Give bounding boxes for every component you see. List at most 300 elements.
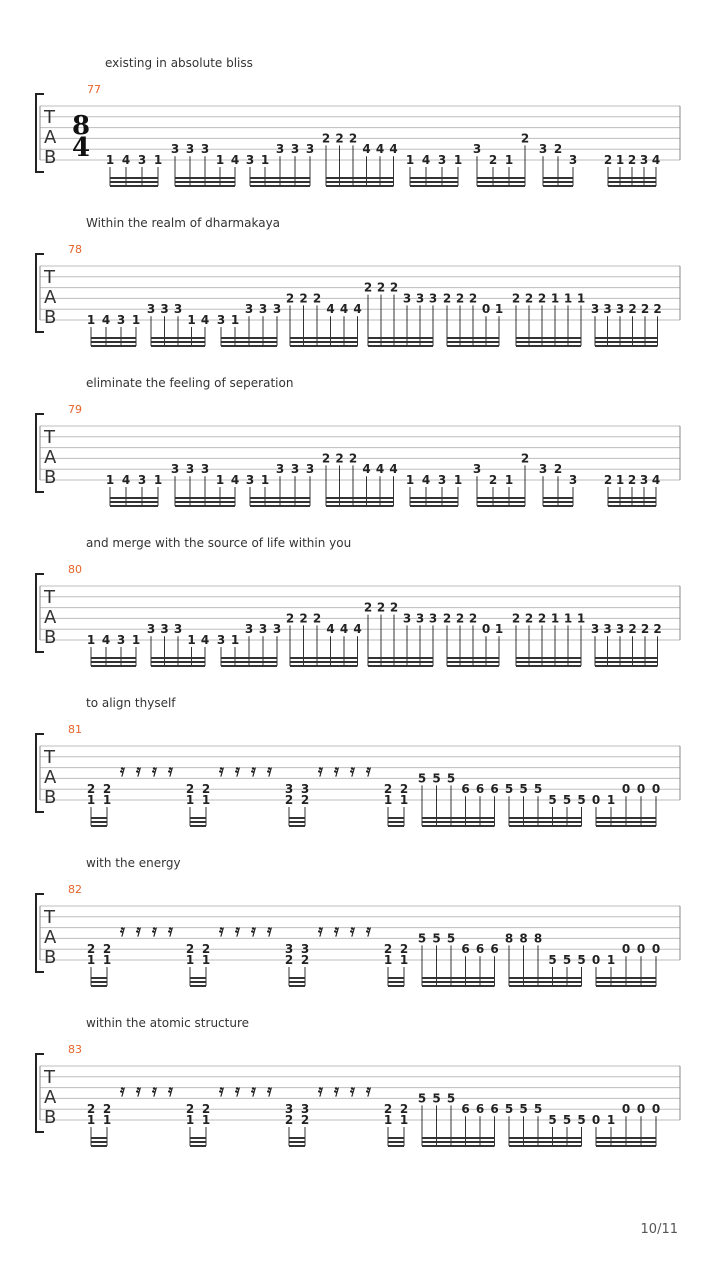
fret-number: 3 bbox=[590, 622, 600, 637]
fret-number: 4 bbox=[101, 313, 111, 327]
rest-group bbox=[119, 1081, 174, 1100]
beam-group bbox=[106, 153, 162, 186]
fret-number: 2 bbox=[376, 280, 386, 295]
fret-number: 4 bbox=[651, 473, 661, 487]
fret-number: 0 bbox=[591, 1113, 601, 1127]
fret-number: 4 bbox=[200, 313, 210, 327]
tab-system bbox=[36, 376, 680, 506]
beam-group bbox=[604, 473, 660, 506]
fret-number: 2 bbox=[640, 622, 650, 637]
sixteenth-rest: 𝄿 bbox=[152, 921, 157, 940]
fret-number: 5 bbox=[446, 1091, 456, 1106]
measure-number: 78 bbox=[68, 243, 82, 256]
fret-number: 1 bbox=[86, 313, 96, 327]
fret-number: 3 bbox=[272, 302, 282, 317]
fret-number: 3 bbox=[137, 473, 147, 487]
rest-group bbox=[218, 761, 273, 780]
fret-number: 3 bbox=[185, 142, 195, 157]
fret-number: 1 bbox=[230, 313, 240, 327]
fret-number: 2 bbox=[321, 451, 331, 466]
tab-letter: B bbox=[44, 467, 57, 488]
fret-number: 3 bbox=[639, 153, 649, 167]
fret-number: 1 bbox=[399, 793, 409, 807]
fret-number: 3 bbox=[590, 302, 600, 317]
rest-group bbox=[218, 921, 273, 940]
fret-number: 1 bbox=[86, 793, 96, 807]
fret-number: 5 bbox=[432, 1091, 441, 1106]
fret-number: 1 bbox=[185, 953, 195, 967]
fret-number: 3 bbox=[275, 142, 285, 157]
lyric-line: to align thyself bbox=[86, 696, 176, 710]
fret-number: 2 bbox=[442, 291, 452, 306]
fret-number: 2 bbox=[653, 302, 662, 317]
fret-number: 2 bbox=[363, 600, 373, 615]
fret-number: 4 bbox=[375, 142, 385, 157]
lyric-line: and merge with the source of life within you bbox=[86, 536, 352, 550]
fret-number: 1 bbox=[102, 953, 112, 967]
fret-number: 3 bbox=[116, 633, 126, 647]
fret-number: 3 bbox=[603, 302, 612, 317]
fret-number: 2 bbox=[300, 793, 310, 807]
tab-letter: A bbox=[44, 287, 57, 308]
fret-number: 2 bbox=[185, 782, 195, 797]
fret-number: 3 bbox=[160, 302, 169, 317]
fret-number: 2 bbox=[627, 153, 637, 167]
fret-number: 3 bbox=[437, 473, 447, 487]
fret-number: 6 bbox=[461, 942, 470, 957]
fret-number: 1 bbox=[615, 153, 625, 167]
fret-number: 4 bbox=[326, 302, 335, 317]
fret-number: 2 bbox=[300, 1113, 310, 1127]
fret-number: 3 bbox=[290, 462, 300, 477]
fret-number: 3 bbox=[639, 473, 649, 487]
fret-number: 2 bbox=[399, 782, 409, 797]
rest-group bbox=[119, 761, 174, 780]
fret-number: 3 bbox=[170, 142, 180, 157]
fret-number: 4 bbox=[353, 302, 362, 317]
fret-number: 2 bbox=[524, 291, 534, 306]
fret-number: 3 bbox=[615, 622, 625, 637]
fret-number: 1 bbox=[606, 1113, 616, 1127]
sixteenth-rest: 𝄿 bbox=[152, 761, 157, 780]
fret-number: 1 bbox=[131, 313, 141, 327]
fret-number: 1 bbox=[153, 153, 163, 167]
fret-number: 4 bbox=[230, 473, 240, 487]
beam-group bbox=[473, 451, 529, 506]
fret-number: 1 bbox=[105, 473, 115, 487]
beam-group bbox=[418, 931, 499, 986]
fret-number: 5 bbox=[504, 782, 514, 797]
sixteenth-rest: 𝄿 bbox=[251, 1081, 256, 1100]
sixteenth-rest: 𝄿 bbox=[251, 761, 256, 780]
fret-number: 2 bbox=[201, 782, 211, 797]
fret-number: 1 bbox=[576, 611, 586, 626]
fret-number: 1 bbox=[494, 302, 504, 317]
sixteenth-rest: 𝄿 bbox=[235, 1081, 240, 1100]
fret-number: 5 bbox=[519, 782, 528, 797]
fret-number: 2 bbox=[537, 611, 547, 626]
fret-number: 1 bbox=[201, 793, 211, 807]
fret-number: 5 bbox=[577, 1113, 586, 1127]
fret-number: 0 bbox=[651, 1102, 661, 1117]
fret-number: 2 bbox=[389, 280, 399, 295]
sixteenth-rest: 𝄿 bbox=[366, 1081, 371, 1100]
fret-number: 2 bbox=[640, 302, 650, 317]
fret-number: 5 bbox=[446, 931, 456, 946]
beam-group bbox=[512, 291, 585, 346]
fret-number: 2 bbox=[399, 942, 409, 957]
fret-number: 2 bbox=[348, 451, 358, 466]
fret-number: 3 bbox=[402, 611, 412, 626]
sixteenth-rest: 𝄿 bbox=[334, 921, 339, 940]
tab-letter: A bbox=[44, 127, 57, 148]
lyric-line: with the energy bbox=[86, 856, 181, 870]
fret-number: 4 bbox=[362, 142, 371, 157]
fret-number: 8 bbox=[533, 931, 543, 946]
fret-number: 5 bbox=[432, 771, 441, 786]
fret-number: 1 bbox=[260, 153, 270, 167]
sixteenth-rest: 𝄿 bbox=[251, 921, 256, 940]
fret-number: 2 bbox=[520, 131, 530, 146]
fret-number: 2 bbox=[653, 622, 662, 637]
fret-number: 3 bbox=[245, 473, 255, 487]
fret-number: 2 bbox=[86, 782, 96, 797]
tab-letter: T bbox=[44, 267, 55, 288]
beam-group bbox=[87, 633, 140, 666]
fret-number: 5 bbox=[417, 771, 427, 786]
fret-number: 2 bbox=[86, 1102, 96, 1117]
rest-group bbox=[317, 1081, 372, 1100]
fret-number: 1 bbox=[504, 153, 514, 167]
fret-number: 3 bbox=[428, 291, 438, 306]
sixteenth-rest: 𝄿 bbox=[318, 1081, 323, 1100]
lyric-line: within the atomic structure bbox=[86, 1016, 250, 1030]
fret-number: 2 bbox=[553, 462, 563, 477]
beam-group bbox=[512, 611, 585, 666]
beam-group bbox=[364, 601, 437, 666]
tab-letter: T bbox=[44, 907, 55, 928]
tab-letter: T bbox=[44, 747, 55, 768]
fret-number: 1 bbox=[563, 611, 573, 626]
fret-number: 1 bbox=[453, 473, 463, 487]
beam-group bbox=[286, 291, 362, 346]
tab-letter: A bbox=[44, 927, 57, 948]
sixteenth-rest: 𝄿 bbox=[152, 1081, 157, 1100]
fret-number: 3 bbox=[258, 302, 268, 317]
fret-number: 4 bbox=[421, 153, 431, 167]
fret-number: 3 bbox=[137, 153, 147, 167]
sixteenth-rest: 𝄿 bbox=[120, 921, 125, 940]
fret-number: 4 bbox=[339, 302, 349, 317]
sixteenth-rest: 𝄿 bbox=[267, 1081, 272, 1100]
fret-number: 3 bbox=[216, 313, 226, 327]
fret-number: 3 bbox=[603, 622, 612, 637]
fret-number: 5 bbox=[519, 1102, 528, 1117]
beam-group bbox=[505, 931, 586, 986]
fret-number: 1 bbox=[153, 473, 163, 487]
fret-number: 1 bbox=[606, 793, 616, 807]
fret-number: 2 bbox=[628, 302, 637, 317]
fret-number: 2 bbox=[383, 782, 393, 797]
fret-number: 1 bbox=[606, 953, 616, 967]
sixteenth-rest: 𝄿 bbox=[168, 921, 173, 940]
fret-number: 3 bbox=[402, 291, 412, 306]
fret-number: 3 bbox=[200, 462, 210, 477]
sixteenth-rest: 𝄿 bbox=[334, 761, 339, 780]
fret-number: 5 bbox=[548, 1113, 557, 1127]
rest-group bbox=[317, 761, 372, 780]
fret-number: 2 bbox=[455, 291, 465, 306]
fret-number: 2 bbox=[468, 291, 478, 306]
fret-number: 1 bbox=[453, 153, 463, 167]
fret-number: 5 bbox=[562, 793, 572, 807]
tab-letter: B bbox=[44, 307, 57, 328]
fret-number: 4 bbox=[353, 622, 362, 637]
fret-number: 5 bbox=[577, 953, 586, 967]
beam-group bbox=[418, 771, 499, 826]
fret-number: 1 bbox=[102, 793, 112, 807]
fret-number: 3 bbox=[300, 942, 310, 957]
fret-number: 3 bbox=[415, 611, 425, 626]
fret-number: 3 bbox=[185, 462, 195, 477]
fret-number: 2 bbox=[603, 153, 613, 167]
fret-number: 3 bbox=[216, 633, 226, 647]
fret-number: 1 bbox=[563, 291, 573, 306]
fret-number: 2 bbox=[102, 1102, 112, 1117]
sixteenth-rest: 𝄿 bbox=[350, 1081, 355, 1100]
fret-number: 0 bbox=[481, 302, 491, 317]
fret-number: 3 bbox=[305, 462, 315, 477]
fret-number: 1 bbox=[383, 793, 393, 807]
fret-number: 1 bbox=[185, 793, 195, 807]
sixteenth-rest: 𝄿 bbox=[267, 761, 272, 780]
fret-number: 1 bbox=[185, 1113, 195, 1127]
fret-number: 6 bbox=[475, 942, 485, 957]
fret-number: 3 bbox=[472, 142, 482, 157]
lyric-line: Within the realm of dharmakaya bbox=[86, 216, 281, 230]
fret-number: 2 bbox=[389, 600, 399, 615]
fret-number: 3 bbox=[538, 142, 548, 157]
fret-number: 8 bbox=[504, 931, 514, 946]
fret-number: 1 bbox=[550, 611, 560, 626]
fret-number: 2 bbox=[299, 291, 308, 306]
fret-number: 2 bbox=[627, 473, 637, 487]
sixteenth-rest: 𝄿 bbox=[219, 921, 224, 940]
fret-number: 2 bbox=[488, 153, 498, 167]
tab-system bbox=[36, 856, 680, 986]
tab-letter: B bbox=[44, 147, 57, 168]
time-signature-top: 8 bbox=[72, 111, 91, 141]
measure-number: 77 bbox=[87, 83, 101, 96]
fret-number: 2 bbox=[363, 280, 373, 295]
tab-letter: A bbox=[44, 607, 57, 628]
fret-number: 1 bbox=[399, 1113, 409, 1127]
fret-number: 1 bbox=[187, 313, 196, 327]
beam-group bbox=[406, 153, 462, 186]
fret-number: 2 bbox=[603, 473, 613, 487]
sixteenth-rest: 𝄿 bbox=[219, 1081, 224, 1100]
fret-number: 2 bbox=[285, 291, 295, 306]
fret-number: 1 bbox=[215, 153, 225, 167]
fret-number: 5 bbox=[562, 1113, 572, 1127]
fret-number: 3 bbox=[300, 1102, 310, 1117]
fret-number: 2 bbox=[383, 1102, 393, 1117]
tab-letter: A bbox=[44, 767, 57, 788]
beam-group bbox=[286, 611, 362, 666]
fret-number: 1 bbox=[615, 473, 625, 487]
fret-number: 2 bbox=[299, 611, 308, 626]
beam-group bbox=[322, 451, 398, 506]
tab-system bbox=[36, 536, 680, 666]
fret-number: 2 bbox=[285, 611, 295, 626]
fret-number: 3 bbox=[284, 942, 294, 957]
fret-number: 3 bbox=[258, 622, 268, 637]
fret-number: 4 bbox=[200, 633, 210, 647]
beam-group bbox=[473, 131, 529, 186]
fret-number: 6 bbox=[461, 1102, 470, 1117]
fret-number: 6 bbox=[490, 1102, 499, 1117]
fret-number: 3 bbox=[245, 153, 255, 167]
fret-number: 0 bbox=[636, 782, 646, 797]
lyric-line: existing in absolute bliss bbox=[105, 56, 253, 70]
fret-number: 3 bbox=[538, 462, 548, 477]
sixteenth-rest: 𝄿 bbox=[318, 761, 323, 780]
fret-number: 3 bbox=[244, 622, 254, 637]
fret-number: 5 bbox=[577, 793, 586, 807]
rest-group bbox=[218, 1081, 273, 1100]
fret-number: 2 bbox=[312, 291, 322, 306]
fret-number: 0 bbox=[481, 622, 491, 637]
fret-number: 1 bbox=[576, 291, 586, 306]
fret-number: 4 bbox=[326, 622, 335, 637]
fret-number: 0 bbox=[591, 793, 601, 807]
fret-number: 1 bbox=[131, 633, 141, 647]
fret-number: 5 bbox=[417, 1091, 427, 1106]
rest-group bbox=[317, 921, 372, 940]
fret-number: 0 bbox=[636, 942, 646, 957]
tab-letter: B bbox=[44, 1107, 57, 1128]
fret-number: 1 bbox=[201, 1113, 211, 1127]
sixteenth-rest: 𝄿 bbox=[366, 761, 371, 780]
tab-system bbox=[36, 696, 680, 826]
fret-number: 6 bbox=[475, 1102, 485, 1117]
fret-number: 3 bbox=[116, 313, 126, 327]
measure-number: 79 bbox=[68, 403, 82, 416]
fret-number: 2 bbox=[455, 611, 465, 626]
fret-number: 2 bbox=[376, 600, 386, 615]
sixteenth-rest: 𝄿 bbox=[168, 1081, 173, 1100]
fret-number: 4 bbox=[339, 622, 349, 637]
fret-number: 5 bbox=[446, 771, 456, 786]
tab-letter: T bbox=[44, 107, 55, 128]
sixteenth-rest: 𝄿 bbox=[366, 921, 371, 940]
fret-number: 2 bbox=[335, 131, 344, 146]
tab-letter: B bbox=[44, 787, 57, 808]
fret-number: 2 bbox=[185, 942, 195, 957]
tab-letter: A bbox=[44, 447, 57, 468]
tab-letter: T bbox=[44, 427, 55, 448]
beam-group bbox=[87, 313, 140, 346]
fret-number: 1 bbox=[187, 633, 196, 647]
fret-number: 2 bbox=[537, 291, 547, 306]
fret-number: 2 bbox=[511, 291, 521, 306]
tab-letter: T bbox=[44, 1067, 55, 1088]
fret-number: 0 bbox=[651, 942, 661, 957]
sixteenth-rest: 𝄿 bbox=[168, 761, 173, 780]
fret-number: 1 bbox=[86, 953, 96, 967]
tab-letter: T bbox=[44, 587, 55, 608]
beam-group bbox=[322, 131, 398, 186]
fret-number: 3 bbox=[568, 153, 578, 167]
fret-number: 6 bbox=[475, 782, 485, 797]
fret-number: 1 bbox=[102, 1113, 112, 1127]
fret-number: 4 bbox=[389, 462, 398, 477]
fret-number: 4 bbox=[375, 462, 385, 477]
fret-number: 3 bbox=[200, 142, 210, 157]
fret-number: 2 bbox=[102, 942, 112, 957]
fret-number: 3 bbox=[173, 302, 183, 317]
fret-number: 2 bbox=[524, 611, 534, 626]
fret-number: 3 bbox=[272, 622, 282, 637]
fret-number: 3 bbox=[170, 462, 180, 477]
beam-group bbox=[364, 281, 437, 346]
fret-number: 2 bbox=[284, 793, 294, 807]
sixteenth-rest: 𝄿 bbox=[318, 921, 323, 940]
fret-number: 4 bbox=[230, 153, 240, 167]
fret-number: 0 bbox=[621, 1102, 631, 1117]
beam-group bbox=[406, 473, 462, 506]
fret-number: 2 bbox=[284, 1113, 294, 1127]
fret-number: 5 bbox=[548, 953, 557, 967]
fret-number: 5 bbox=[533, 782, 543, 797]
fret-number: 6 bbox=[490, 942, 499, 957]
sixteenth-rest: 𝄿 bbox=[219, 761, 224, 780]
fret-number: 5 bbox=[504, 1102, 514, 1117]
fret-number: 2 bbox=[102, 782, 112, 797]
fret-number: 6 bbox=[490, 782, 499, 797]
fret-number: 1 bbox=[215, 473, 225, 487]
fret-number: 4 bbox=[362, 462, 371, 477]
sixteenth-rest: 𝄿 bbox=[136, 921, 141, 940]
tab-letter: B bbox=[44, 947, 57, 968]
page-number: 10/11 bbox=[640, 1222, 678, 1237]
fret-number: 5 bbox=[562, 953, 572, 967]
fret-number: 0 bbox=[651, 782, 661, 797]
fret-number: 0 bbox=[621, 782, 631, 797]
fret-number: 4 bbox=[389, 142, 398, 157]
sixteenth-rest: 𝄿 bbox=[334, 1081, 339, 1100]
fret-number: 3 bbox=[146, 302, 156, 317]
fret-number: 1 bbox=[504, 473, 514, 487]
beam-group bbox=[106, 473, 162, 506]
fret-number: 4 bbox=[121, 153, 131, 167]
fret-number: 2 bbox=[442, 611, 452, 626]
fret-number: 3 bbox=[415, 291, 425, 306]
sixteenth-rest: 𝄿 bbox=[120, 761, 125, 780]
measure-number: 83 bbox=[68, 1043, 82, 1056]
fret-number: 2 bbox=[383, 942, 393, 957]
fret-number: 2 bbox=[348, 131, 358, 146]
fret-number: 1 bbox=[399, 953, 409, 967]
fret-number: 2 bbox=[628, 622, 637, 637]
sixteenth-rest: 𝄿 bbox=[136, 761, 141, 780]
sixteenth-rest: 𝄿 bbox=[120, 1081, 125, 1100]
lyric-line: eliminate the feeling of seperation bbox=[86, 376, 294, 390]
fret-number: 2 bbox=[511, 611, 521, 626]
fret-number: 4 bbox=[421, 473, 431, 487]
fret-number: 1 bbox=[383, 1113, 393, 1127]
fret-number: 2 bbox=[399, 1102, 409, 1117]
